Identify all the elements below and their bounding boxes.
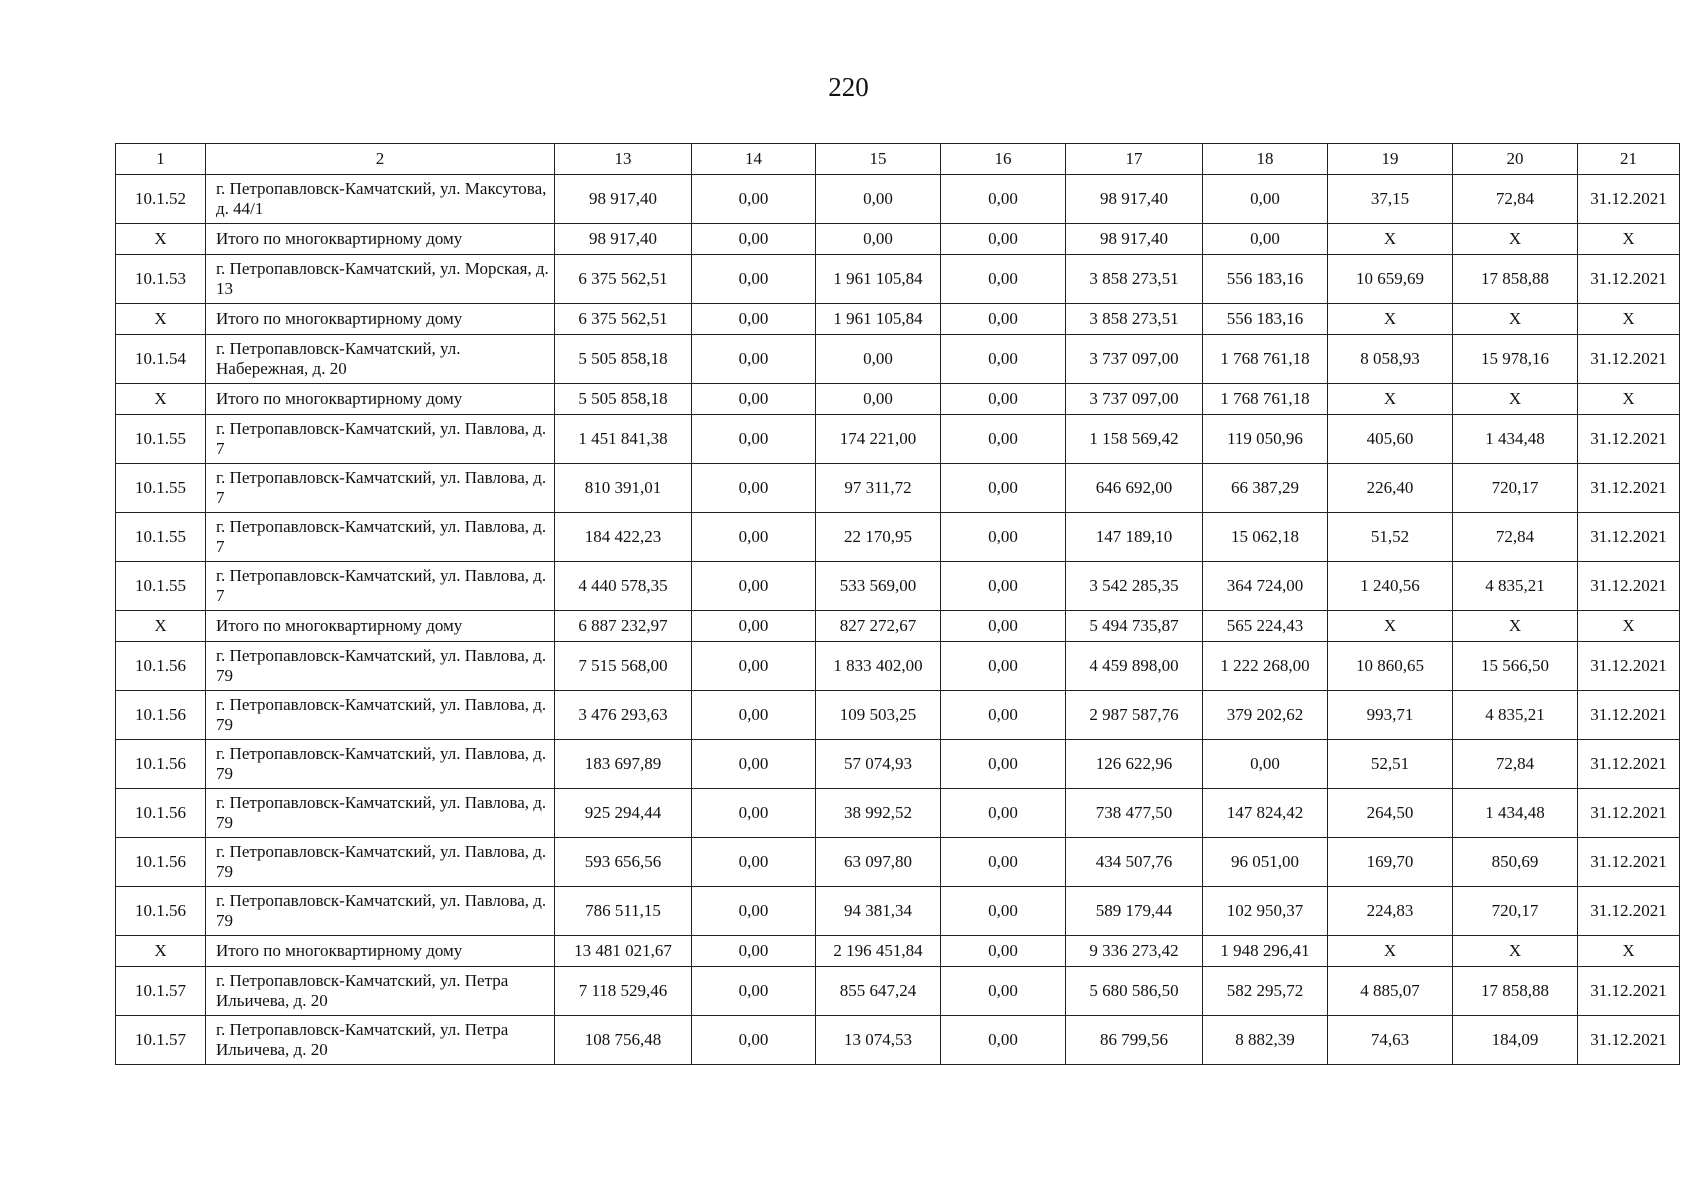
value-cell: 63 097,80 [816,838,941,887]
value-cell: 4 835,21 [1453,562,1578,611]
value-cell: 2 987 587,76 [1066,691,1203,740]
value-cell: 37,15 [1328,175,1453,224]
value-cell: 0,00 [1203,175,1328,224]
value-cell: 0,00 [941,513,1066,562]
value-cell: 126 622,96 [1066,740,1203,789]
address-cell: Итого по многоквартирному дому [206,304,555,335]
value-cell: 0,00 [692,789,816,838]
value-cell: 4 440 578,35 [555,562,692,611]
value-cell: 5 505 858,18 [555,335,692,384]
row-number-cell: 10.1.52 [116,175,206,224]
value-cell: 94 381,34 [816,887,941,936]
value-cell: 31.12.2021 [1578,1016,1680,1065]
column-header: 20 [1453,144,1578,175]
row-number-cell: 10.1.56 [116,887,206,936]
value-cell: 0,00 [941,255,1066,304]
value-cell: 147 189,10 [1066,513,1203,562]
column-header: 19 [1328,144,1453,175]
row-number-cell: 10.1.55 [116,562,206,611]
value-cell: 0,00 [941,335,1066,384]
value-cell: 1 158 569,42 [1066,415,1203,464]
value-cell: 8 058,93 [1328,335,1453,384]
value-cell: 0,00 [692,1016,816,1065]
data-table [115,143,1680,1065]
table-row [116,642,1680,691]
table-row [116,838,1680,887]
value-cell: X [1453,224,1578,255]
value-cell: 264,50 [1328,789,1453,838]
table-row [116,415,1680,464]
value-cell: 0,00 [941,562,1066,611]
value-cell: 593 656,56 [555,838,692,887]
value-cell: 5 680 586,50 [1066,967,1203,1016]
value-cell: 226,40 [1328,464,1453,513]
value-cell: 169,70 [1328,838,1453,887]
column-header: 21 [1578,144,1680,175]
value-cell: 31.12.2021 [1578,175,1680,224]
value-cell: 589 179,44 [1066,887,1203,936]
value-cell: 0,00 [692,691,816,740]
value-cell: 98 917,40 [1066,175,1203,224]
value-cell: 0,00 [692,464,816,513]
column-header: 15 [816,144,941,175]
row-number-cell: X [116,611,206,642]
value-cell: 720,17 [1453,887,1578,936]
value-cell: 0,00 [692,335,816,384]
value-cell: 147 824,42 [1203,789,1328,838]
value-cell: X [1453,304,1578,335]
value-cell: 0,00 [692,562,816,611]
value-cell: 184 422,23 [555,513,692,562]
value-cell: 533 569,00 [816,562,941,611]
address-cell: г. Петропавловск-Камчатский, ул. Павлова, д. 79 [206,838,555,887]
total-row [116,611,1680,642]
column-header: 17 [1066,144,1203,175]
value-cell: 810 391,01 [555,464,692,513]
value-cell: 0,00 [941,740,1066,789]
value-cell: 6 887 232,97 [555,611,692,642]
value-cell: 556 183,16 [1203,304,1328,335]
value-cell: 925 294,44 [555,789,692,838]
table-row [116,255,1680,304]
value-cell: 4 885,07 [1328,967,1453,1016]
value-cell: 31.12.2021 [1578,335,1680,384]
value-cell: 0,00 [941,838,1066,887]
row-number-cell: 10.1.54 [116,335,206,384]
row-number-cell: 10.1.56 [116,838,206,887]
value-cell: 0,00 [941,967,1066,1016]
address-cell: г. Петропавловск-Камчатский, ул. Павлова, д. 7 [206,513,555,562]
row-number-cell: 10.1.55 [116,513,206,562]
row-number-cell: 10.1.53 [116,255,206,304]
value-cell: 51,52 [1328,513,1453,562]
value-cell: 720,17 [1453,464,1578,513]
value-cell: 97 311,72 [816,464,941,513]
value-cell: 98 917,40 [555,175,692,224]
address-cell: г. Петропавловск-Камчатский, ул. Павлова, д. 7 [206,415,555,464]
value-cell: 556 183,16 [1203,255,1328,304]
value-cell: X [1578,611,1680,642]
value-cell: 0,00 [941,175,1066,224]
value-cell: 0,00 [692,967,816,1016]
value-cell: 3 858 273,51 [1066,304,1203,335]
value-cell: 434 507,76 [1066,838,1203,887]
value-cell: 0,00 [692,224,816,255]
value-cell: 0,00 [692,611,816,642]
value-cell: 0,00 [941,304,1066,335]
address-cell: г. Петропавловск-Камчатский, ул. Павлова, д. 79 [206,691,555,740]
value-cell: 379 202,62 [1203,691,1328,740]
address-cell: г. Петропавловск-Камчатский, ул. Павлова, д. 7 [206,562,555,611]
value-cell: 10 659,69 [1328,255,1453,304]
value-cell: 1 434,48 [1453,789,1578,838]
total-row [116,384,1680,415]
value-cell: 31.12.2021 [1578,887,1680,936]
row-number-cell: 10.1.55 [116,464,206,513]
address-cell: Итого по многоквартирному дому [206,224,555,255]
value-cell: 15 566,50 [1453,642,1578,691]
value-cell: 0,00 [941,384,1066,415]
value-cell: 0,00 [941,1016,1066,1065]
value-cell: 582 295,72 [1203,967,1328,1016]
value-cell: 3 542 285,35 [1066,562,1203,611]
value-cell: 38 992,52 [816,789,941,838]
value-cell: 0,00 [692,384,816,415]
table-row [116,740,1680,789]
address-cell: г. Петропавловск-Камчатский, ул. Набережная, д. 20 [206,335,555,384]
value-cell: X [1578,224,1680,255]
value-cell: 13 074,53 [816,1016,941,1065]
value-cell: 1 961 105,84 [816,255,941,304]
value-cell: 17 858,88 [1453,255,1578,304]
value-cell: 17 858,88 [1453,967,1578,1016]
row-number-cell: X [116,304,206,335]
page-number: 220 [828,72,869,102]
value-cell: 13 481 021,67 [555,936,692,967]
table-row [116,887,1680,936]
row-number-cell: 10.1.57 [116,1016,206,1065]
value-cell: 52,51 [1328,740,1453,789]
value-cell: 0,00 [941,642,1066,691]
value-cell: 31.12.2021 [1578,415,1680,464]
row-number-cell: 10.1.55 [116,415,206,464]
value-cell: 5 494 735,87 [1066,611,1203,642]
row-number-cell: X [116,384,206,415]
address-cell: г. Петропавловск-Камчатский, ул. Павлова, д. 7 [206,464,555,513]
value-cell: 0,00 [692,936,816,967]
address-cell: г. Петропавловск-Камчатский, ул. Максутова, д. 44/1 [206,175,555,224]
value-cell: 31.12.2021 [1578,838,1680,887]
address-cell: г. Петропавловск-Камчатский, ул. Морская, д. 13 [206,255,555,304]
table-row [116,789,1680,838]
value-cell: 1 222 268,00 [1203,642,1328,691]
value-cell: 0,00 [692,304,816,335]
value-cell: 9 336 273,42 [1066,936,1203,967]
total-row [116,936,1680,967]
value-cell: 1 833 402,00 [816,642,941,691]
value-cell: 7 118 529,46 [555,967,692,1016]
value-cell: 72,84 [1453,740,1578,789]
value-cell: 98 917,40 [1066,224,1203,255]
table-row [116,691,1680,740]
row-number-cell: 10.1.56 [116,740,206,789]
value-cell: 786 511,15 [555,887,692,936]
value-cell: 31.12.2021 [1578,789,1680,838]
value-cell: 6 375 562,51 [555,255,692,304]
value-cell: 0,00 [692,838,816,887]
value-cell: 3 858 273,51 [1066,255,1203,304]
value-cell: 0,00 [941,415,1066,464]
value-cell: 0,00 [692,415,816,464]
value-cell: 31.12.2021 [1578,562,1680,611]
address-cell: Итого по многоквартирному дому [206,611,555,642]
value-cell: 0,00 [941,936,1066,967]
value-cell: 850,69 [1453,838,1578,887]
value-cell: 2 196 451,84 [816,936,941,967]
row-number-cell: X [116,936,206,967]
value-cell: 0,00 [692,887,816,936]
value-cell: X [1453,384,1578,415]
value-cell: 0,00 [1203,224,1328,255]
value-cell: X [1328,611,1453,642]
value-cell: 109 503,25 [816,691,941,740]
address-cell: Итого по многоквартирному дому [206,936,555,967]
value-cell: 31.12.2021 [1578,642,1680,691]
address-cell: г. Петропавловск-Камчатский, ул. Петра Ильичева, д. 20 [206,967,555,1016]
value-cell: 10 860,65 [1328,642,1453,691]
value-cell: 0,00 [941,611,1066,642]
value-cell: 3 476 293,63 [555,691,692,740]
value-cell: 8 882,39 [1203,1016,1328,1065]
value-cell: 7 515 568,00 [555,642,692,691]
value-cell: 174 221,00 [816,415,941,464]
value-cell: X [1328,936,1453,967]
value-cell: 31.12.2021 [1578,691,1680,740]
value-cell: 0,00 [1203,740,1328,789]
value-cell: 0,00 [816,335,941,384]
value-cell: X [1578,304,1680,335]
address-cell: г. Петропавловск-Камчатский, ул. Павлова, д. 79 [206,789,555,838]
value-cell: 0,00 [941,464,1066,513]
value-cell: 0,00 [692,642,816,691]
value-cell: 1 948 296,41 [1203,936,1328,967]
value-cell: 57 074,93 [816,740,941,789]
value-cell: 224,83 [1328,887,1453,936]
value-cell: 1 768 761,18 [1203,335,1328,384]
value-cell: 0,00 [692,255,816,304]
value-cell: 855 647,24 [816,967,941,1016]
value-cell: 565 224,43 [1203,611,1328,642]
value-cell: 0,00 [816,384,941,415]
total-row [116,304,1680,335]
column-header: 2 [206,144,555,175]
value-cell: 31.12.2021 [1578,967,1680,1016]
value-cell: 0,00 [692,175,816,224]
value-cell: 31.12.2021 [1578,740,1680,789]
value-cell: 22 170,95 [816,513,941,562]
value-cell: 108 756,48 [555,1016,692,1065]
row-number-cell: 10.1.56 [116,642,206,691]
value-cell: 66 387,29 [1203,464,1328,513]
value-cell: 6 375 562,51 [555,304,692,335]
value-cell: 72,84 [1453,513,1578,562]
table-row [116,1016,1680,1065]
value-cell: 1 434,48 [1453,415,1578,464]
value-cell: X [1328,384,1453,415]
value-cell: 31.12.2021 [1578,513,1680,562]
value-cell: 0,00 [816,175,941,224]
value-cell: 0,00 [941,691,1066,740]
value-cell: X [1578,936,1680,967]
address-cell: г. Петропавловск-Камчатский, ул. Павлова, д. 79 [206,887,555,936]
header-row [116,144,1680,175]
value-cell: 86 799,56 [1066,1016,1203,1065]
address-cell: г. Петропавловск-Камчатский, ул. Павлова, д. 79 [206,642,555,691]
table-body [116,144,1680,1065]
address-cell: г. Петропавловск-Камчатский, ул. Петра Ильичева, д. 20 [206,1016,555,1065]
address-cell: г. Петропавловск-Камчатский, ул. Павлова, д. 79 [206,740,555,789]
table-row [116,562,1680,611]
value-cell: 0,00 [692,740,816,789]
value-cell: 98 917,40 [555,224,692,255]
value-cell: 0,00 [692,513,816,562]
value-cell: 15 062,18 [1203,513,1328,562]
value-cell: 3 737 097,00 [1066,384,1203,415]
column-header: 14 [692,144,816,175]
value-cell: 364 724,00 [1203,562,1328,611]
value-cell: 993,71 [1328,691,1453,740]
row-number-cell: 10.1.56 [116,691,206,740]
value-cell: 1 451 841,38 [555,415,692,464]
row-number-cell: 10.1.57 [116,967,206,1016]
table-row [116,464,1680,513]
value-cell: 184,09 [1453,1016,1578,1065]
value-cell: 102 950,37 [1203,887,1328,936]
value-cell: 31.12.2021 [1578,464,1680,513]
value-cell: 72,84 [1453,175,1578,224]
value-cell: 1 240,56 [1328,562,1453,611]
value-cell: 1 768 761,18 [1203,384,1328,415]
value-cell: 646 692,00 [1066,464,1203,513]
address-cell: Итого по многоквартирному дому [206,384,555,415]
table-row [116,513,1680,562]
value-cell: 738 477,50 [1066,789,1203,838]
column-header: 1 [116,144,206,175]
value-cell: 3 737 097,00 [1066,335,1203,384]
value-cell: 405,60 [1328,415,1453,464]
value-cell: 31.12.2021 [1578,255,1680,304]
value-cell: X [1578,384,1680,415]
column-header: 16 [941,144,1066,175]
table-row [116,175,1680,224]
column-header: 13 [555,144,692,175]
value-cell: 4 835,21 [1453,691,1578,740]
value-cell: 74,63 [1328,1016,1453,1065]
value-cell: X [1453,936,1578,967]
column-header: 18 [1203,144,1328,175]
value-cell: X [1453,611,1578,642]
value-cell: 827 272,67 [816,611,941,642]
value-cell: 0,00 [941,789,1066,838]
total-row [116,224,1680,255]
value-cell: 15 978,16 [1453,335,1578,384]
value-cell: 183 697,89 [555,740,692,789]
value-cell: 96 051,00 [1203,838,1328,887]
table-row [116,335,1680,384]
row-number-cell: 10.1.56 [116,789,206,838]
value-cell: X [1328,304,1453,335]
value-cell: 0,00 [941,887,1066,936]
value-cell: X [1328,224,1453,255]
value-cell: 119 050,96 [1203,415,1328,464]
row-number-cell: X [116,224,206,255]
value-cell: 1 961 105,84 [816,304,941,335]
table-row [116,967,1680,1016]
value-cell: 5 505 858,18 [555,384,692,415]
value-cell: 0,00 [816,224,941,255]
value-cell: 4 459 898,00 [1066,642,1203,691]
value-cell: 0,00 [941,224,1066,255]
